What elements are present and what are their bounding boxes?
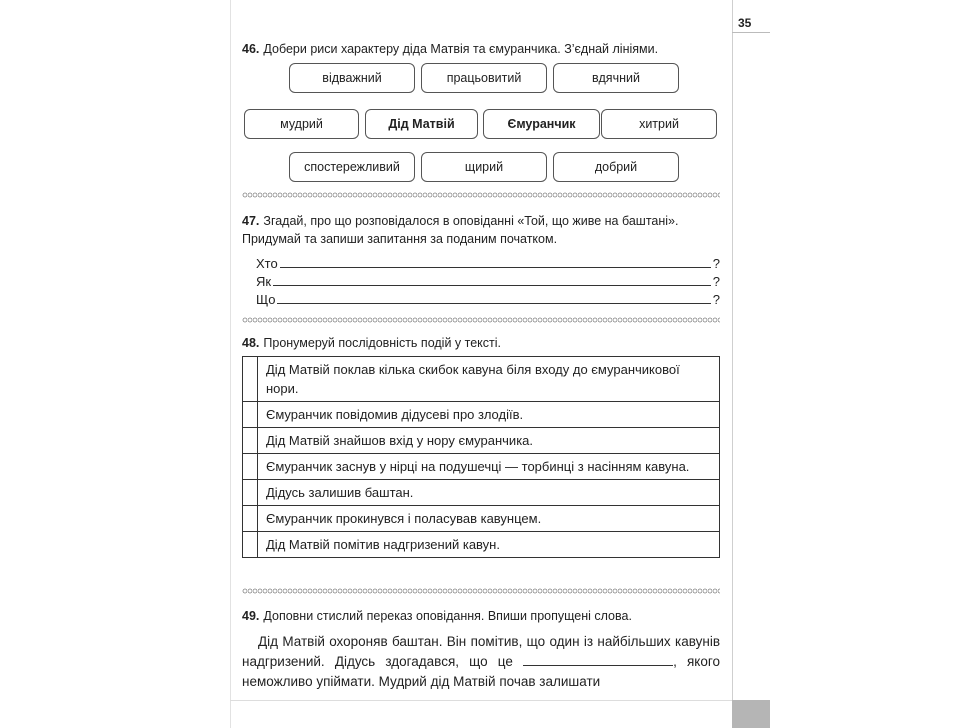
event-text: Дід Матвій поклав кілька скибок кавуна біля входу до ємуранчикової нори.: [258, 357, 720, 402]
table-row: [243, 402, 720, 428]
task-46-header: [242, 42, 658, 56]
task-48-instruction: Пронумеруй послідовність подій у тексті.: [263, 336, 501, 350]
question-start: Що: [256, 292, 276, 307]
section-divider: [242, 317, 720, 323]
number-cell[interactable]: [243, 506, 258, 532]
question-mark: ?: [712, 274, 720, 289]
question-mark: ?: [712, 256, 720, 271]
answer-blank[interactable]: [523, 653, 673, 666]
page-right-border: [732, 0, 733, 700]
question-line[interactable]: [256, 292, 720, 307]
event-text: Дід Матвій помітив надгризений кавун.: [258, 532, 720, 558]
question-start: Хто: [256, 256, 278, 271]
event-text: Ємуранчик прокинувся і поласував кавунцем.: [258, 506, 720, 532]
question-start: Як: [256, 274, 272, 289]
page-corner-tab: [732, 700, 770, 728]
number-cell[interactable]: [243, 454, 258, 480]
task-48-header: [242, 336, 501, 350]
answer-blank[interactable]: [273, 274, 711, 286]
character-box-grandpa[interactable]: Дід Матвій: [365, 109, 478, 139]
event-text: Ємуранчик заснув у нірці на подушечці — торбинці з насінням кавуна.: [258, 454, 720, 480]
trait-box[interactable]: мудрий: [244, 109, 359, 139]
summary-part-2: , якого неможливо упіймати. Мудрий дід Матвій почав залишати: [242, 654, 720, 689]
table-row: [243, 480, 720, 506]
trait-box[interactable]: вдячний: [553, 63, 679, 93]
event-text: Дід Матвій знайшов вхід у нору ємуранчика.: [258, 428, 720, 454]
number-cell[interactable]: [243, 428, 258, 454]
event-text: Ємуранчик повідомив дідусеві про злодіїв.: [258, 402, 720, 428]
trait-box[interactable]: відважний: [289, 63, 415, 93]
task-47-line1: Згадай, про що розповідалося в оповіданні «Той, що живе на баштані».: [263, 214, 679, 228]
question-mark: ?: [712, 292, 720, 307]
task-46-instruction: Добери риси характеру діда Матвія та ємуранчика. З’єднай лініями.: [263, 42, 659, 56]
table-row: [243, 532, 720, 558]
question-line[interactable]: [256, 256, 720, 271]
table-row: [243, 357, 720, 402]
task-46-number: 46.: [242, 42, 260, 56]
summary-part-1: Дід Матвій охороняв баштан. Він помітив, що один із найбільших кавунів надгризений. Дідусь здогадався, що це: [242, 634, 720, 669]
page-number: 35: [738, 16, 752, 30]
task-48-number: 48.: [242, 336, 260, 350]
character-box-jerboa[interactable]: Ємуранчик: [483, 109, 600, 139]
task-49-number: 49.: [242, 609, 260, 623]
trait-box[interactable]: хитрий: [601, 109, 717, 139]
task-47-line2: Придумай та запиши запитання за поданим початком.: [242, 232, 558, 246]
number-cell[interactable]: [243, 357, 258, 402]
trait-box[interactable]: працьовитий: [421, 63, 547, 93]
task-49-instruction: Доповни стислий переказ оповідання. Впиши пропущені слова.: [263, 609, 632, 623]
answer-blank[interactable]: [280, 256, 711, 268]
section-divider: [242, 588, 720, 594]
trait-box[interactable]: добрий: [553, 152, 679, 182]
trait-box[interactable]: щирий: [421, 152, 547, 182]
answer-blank[interactable]: [277, 292, 710, 304]
page-bottom-rule: [230, 700, 732, 701]
events-table: [242, 356, 720, 558]
event-text: Дідусь залишив баштан.: [258, 480, 720, 506]
task-47-number: 47.: [242, 214, 260, 228]
number-cell[interactable]: [243, 402, 258, 428]
table-row: [243, 428, 720, 454]
page-left-border: [230, 0, 231, 728]
trait-box[interactable]: спостережливий: [289, 152, 415, 182]
number-cell[interactable]: [243, 532, 258, 558]
table-row: [243, 506, 720, 532]
task-49-header: [242, 609, 632, 623]
page-number-rule: [732, 32, 770, 33]
summary-text: [242, 632, 720, 692]
task-47-header: [242, 214, 720, 228]
question-line[interactable]: [256, 274, 720, 289]
section-divider: [242, 192, 720, 198]
number-cell[interactable]: [243, 480, 258, 506]
table-row: [243, 454, 720, 480]
